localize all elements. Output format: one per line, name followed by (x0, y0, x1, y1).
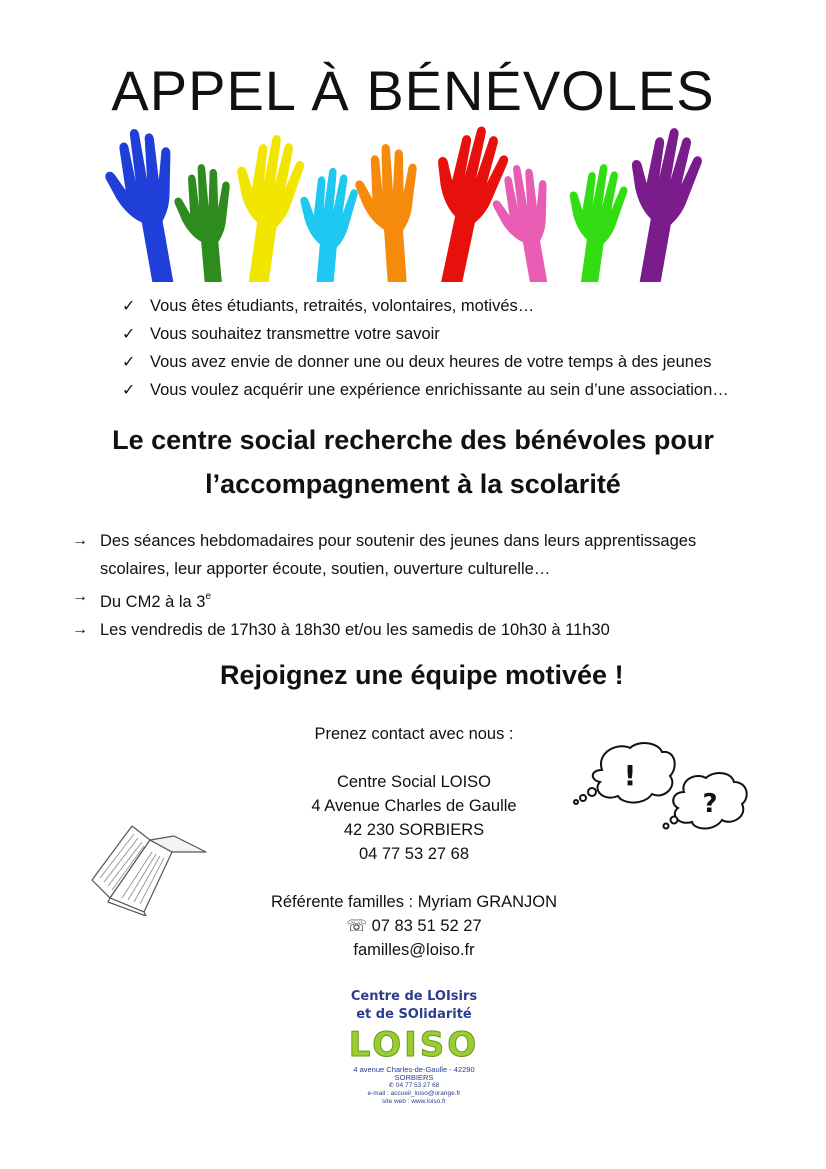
org-name: Centre Social LOISO (336, 773, 492, 791)
page-title: APPEL À BÉNÉVOLES (111, 59, 715, 122)
phone-number: 04 77 53 27 68 (358, 845, 470, 863)
hand-icon (611, 122, 707, 282)
list-item: ✓ Vous êtes étudiants, retraités, volontaires, motivés… (122, 292, 802, 320)
motivation-checklist (122, 292, 802, 404)
referent: Référente familles : Myriam GRANJON (270, 893, 558, 911)
list-item: → Les vendredis de 17h30 à 18h30 et/ou les samedis de 10h30 à 11h30 (72, 616, 772, 644)
check-icon: ✓ (122, 354, 136, 371)
thought-bubbles-icon (572, 740, 754, 842)
list-item: → Des séances hebdomadaires pour soutenir des jeunes dans leurs apprentissages scolaires, leur apporter écoute, soutien, ouverture culturelle… (72, 527, 772, 583)
loiso-logo (335, 980, 493, 1116)
logo-address: 4 avenue Charles-de-Gaulle - 42290 SORBIERS (353, 1065, 475, 1082)
mobile-number: 07 83 51 52 27 (371, 917, 482, 935)
logo-phone: ✆ 04 77 53 27 68 (388, 1082, 440, 1089)
hand-icon (171, 162, 239, 282)
open-book-icon (88, 822, 212, 916)
logo-site: site web : www.loiso.fr (382, 1098, 446, 1105)
hand-icon (221, 130, 307, 282)
check-icon: ✓ (122, 298, 136, 315)
contact-block (264, 722, 564, 962)
question-mark: ? (702, 789, 718, 819)
hand-icon (353, 142, 426, 282)
street-address: 4 Avenue Charles de Gaulle (311, 797, 517, 815)
list-item: ✓ Vous souhaitez transmettre votre savoir (122, 320, 802, 348)
exclamation-mark: ! (623, 759, 637, 792)
email-address[interactable]: familles@loiso.fr (353, 941, 475, 959)
mobile-line (264, 914, 564, 938)
arrow-right-icon: → (72, 532, 88, 549)
logo-line-2: et de SOlidarité (356, 1007, 472, 1022)
list-item: → Du CM2 à la 3e (72, 583, 772, 616)
details-list (72, 527, 772, 644)
check-icon: ✓ (122, 382, 136, 399)
join-call: Rejoignez une équipe motivée ! (220, 660, 624, 690)
logo-line-1: Centre de LOIsirs (350, 989, 478, 1004)
arrow-right-icon: → (72, 621, 88, 638)
raised-hands-illustration (100, 122, 720, 282)
list-item: ✓ Vous voulez acquérir une expérience enrichissante au sein d’une association… (122, 376, 802, 404)
contact-intro: Prenez contact avec nous : (314, 725, 514, 743)
headline-line: l’accompagnement à la scolarité (205, 469, 621, 499)
headline (0, 418, 826, 506)
list-item: ✓ Vous avez envie de donner une ou deux heures de votre temps à des jeunes (122, 348, 802, 376)
phone-icon: ☏ (346, 917, 367, 935)
hand-icon (556, 160, 631, 282)
arrow-right-icon: → (72, 588, 88, 605)
city: 42 230 SORBIERS (343, 821, 485, 839)
headline-line: Le centre social recherche des bénévoles pour (112, 425, 714, 455)
logo-name: LOISO (348, 1025, 480, 1065)
hand-icon (292, 165, 360, 282)
check-icon: ✓ (122, 326, 136, 343)
logo-email: e-mail : accueil_loiso@orange.fr (367, 1090, 461, 1097)
